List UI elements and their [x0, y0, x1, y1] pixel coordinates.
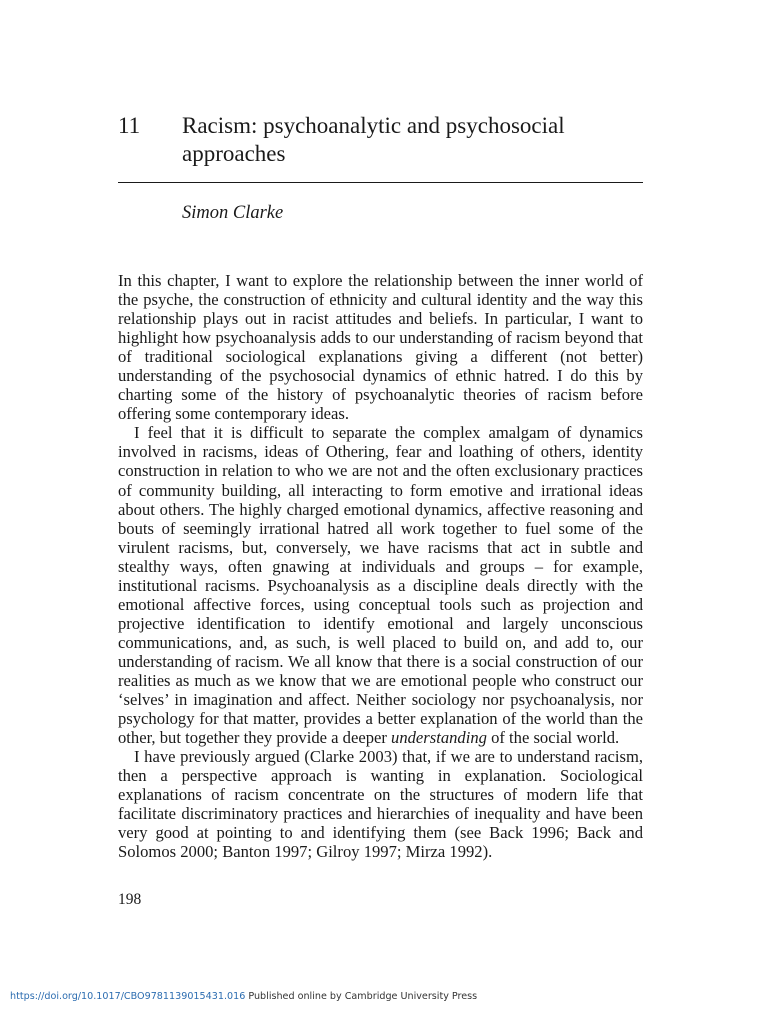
paragraph: I have previously argued (Clarke 2003) that, if we are to understand racism, then a perspective approach is wanting in explanation. Sociological explanations of racism concentrate on the structures of modern life that facilitate discriminatory practices and hierarchies of inequality and have been very good at pointing to and identifying them (see Back 1996; Back and Solomos 2000; Banton 1997; Gilroy 1997; Mirza 1992). [118, 747, 643, 862]
author-name: Simon Clarke [182, 203, 284, 223]
emphasis-text: understanding [391, 728, 487, 748]
paragraph: In this chapter, I want to explore the relationship between the inner world of the psyche, the construction of ethnicity and cultural identity and the way this relationship plays out in racist attitudes and beliefs. In particular, I want to highlight how psychoanalysis adds to our understanding of racism beyond that of traditional sociological explanations giving a different (not better) understanding of the psychosocial dynamics of ethnic hatred. I do this by charting some of the history of psychoanalytic theories of racism before offering some contemporary ideas. [118, 271, 643, 424]
paragraph [118, 423, 643, 747]
chapter-title: Racism: psychoanalytic and psychosocial approaches [182, 113, 565, 166]
paragraph-text: of the social world. [486, 728, 620, 748]
footer [10, 990, 477, 1004]
chapter-number: 11 [118, 113, 141, 138]
paragraph-text: I feel that it is difficult to separate the complex amalgam of dynamics involved in racisms, ideas of Othering, fear and loathing of others, identity construction in relation to who we are not and the often exclusionary practices of community building, all interacting to form emotive and irrational ideas about others. The highly charged emotional dynamics, affective reasoning and bouts of seemingly irrational hatred all work together to fuel some of the virulent racisms, but, conversely, we have racisms that act in subtle and stealthy ways, often gnawing at individuals and groups – for example, institutional racisms. Psychoanalysis as a discipline deals directly with the emotional affective forces, using conceptual tools such as projection and projective identification to identify emotional and largely unconscious communications, and, as such, is well placed to build on, and add to, our understanding of racism. We all know that there is a social construction of our realities as much as we know that we are emotional people who construct our ‘selves’ in imagination and affect. Neither sociology nor psychoanalysis, nor psychology for that matter, provides a better explanation of the world than the other, but together they provide a deeper [118, 423, 643, 748]
published-text: Published online by Cambridge University Press [245, 991, 478, 1002]
page-number: 198 [118, 891, 142, 908]
doi-link[interactable]: https://doi.org/10.1017/CBO9781139015431.016 [10, 991, 246, 1002]
title-divider [118, 182, 643, 183]
body-text [118, 271, 643, 861]
